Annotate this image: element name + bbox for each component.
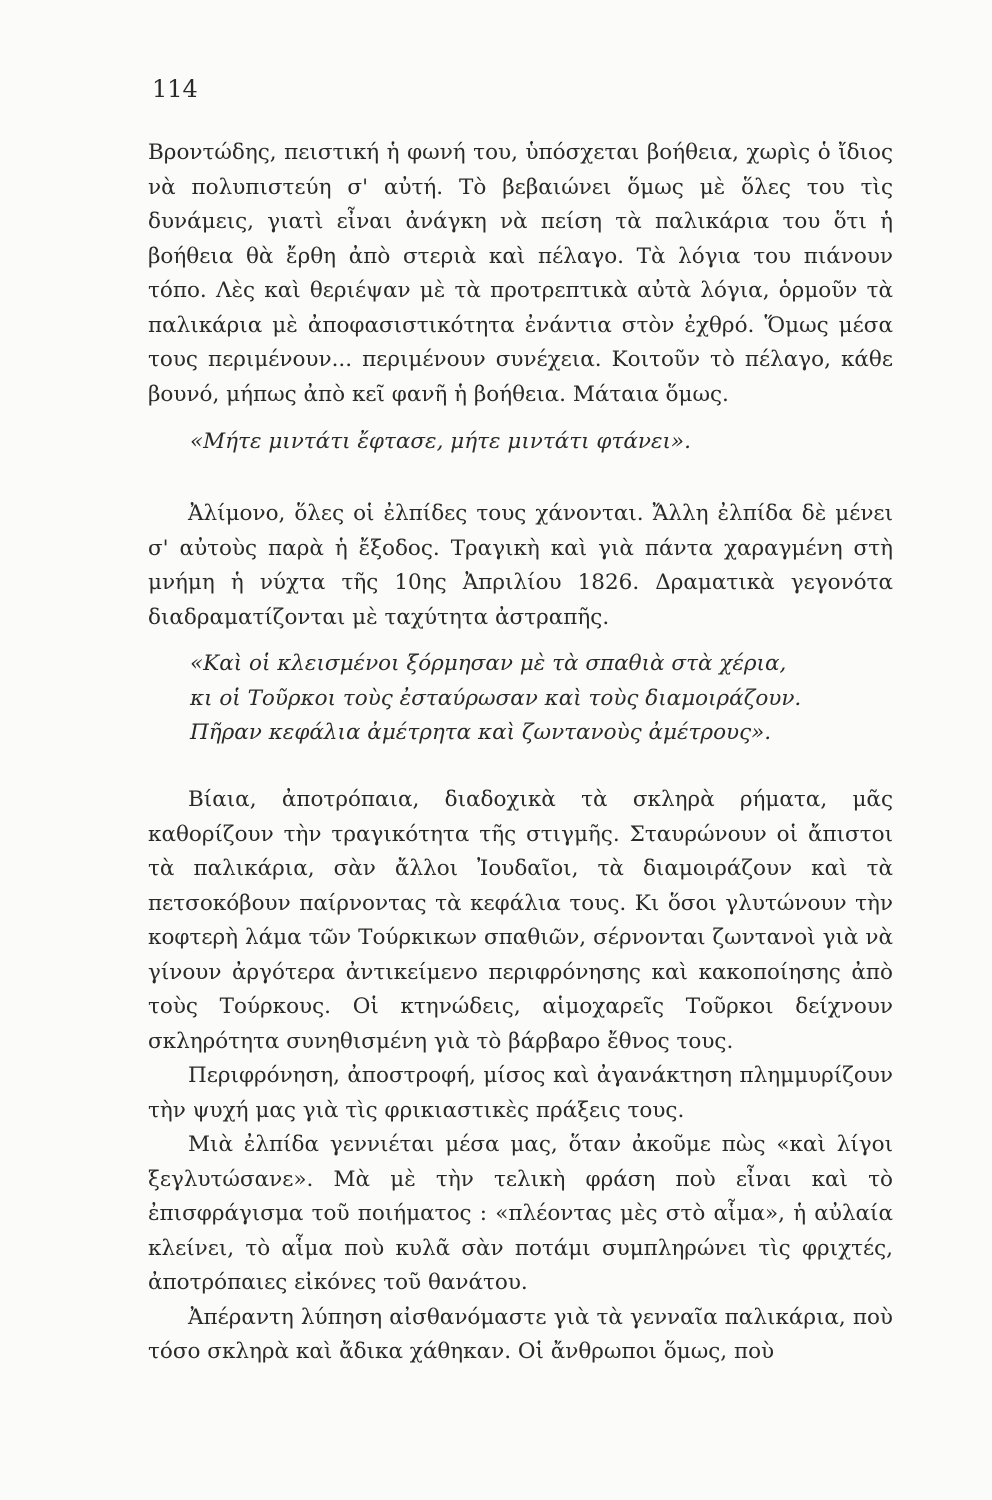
- verse-line: «Καὶ οἱ κλεισμένοι ξόρμησαν μὲ τὰ σπαθιὰ στὰ χέρια,: [190, 651, 787, 676]
- verse-quote-2: [190, 647, 935, 751]
- paragraph-5: Μιὰ ἐλπίδα γεννιέται μέσα μας, ὅταν ἀκοῦμε πὼς «καὶ λίγοι ξεγλυτώσανε». Μὰ μὲ τὴν τελικὴ φράση ποὺ εἶναι καὶ τὸ ἐπισφράγισμα τοῦ ποιήματος : «πλέοντας μὲς στὸ αἷμα», ἡ αὐλαία κλείνει, τὸ αἷμα ποὺ κυλᾶ σὰν ποτάμι συμπληρώνει τὶς φριχτές, ἀποτρόπαιες εἰκόνες τοῦ θανάτου.: [148, 1132, 893, 1295]
- verse-line: «Μήτε μιντάτι ἔφτασε, μήτε μιντάτι φτάνει».: [190, 429, 691, 454]
- paragraph-3: Βίαια, ἀποτρόπαια, διαδοχικὰ τὰ σκληρὰ ρήματα, μᾶς καθορίζουν τὴν τραγικότητα τῆς στιγμῆς. Σταυρώνουν οἱ ἄπιστοι τὰ παλικάρια, σὰν ἄλλοι Ἰουδαῖοι, τὰ διαμοιράζουν καὶ τὰ πετσοκόβουν παίρνοντας τὰ κεφάλια τους. Κι ὅσοι γλυτώνουν τὴν κοφτερὴ λάμα τῶν Τούρκικων σπαθιῶν, σέρνονται ζωντανοὶ γιὰ νὰ γίνουν ἀργότερα ἀντικείμενο περιφρόνησης καὶ κακοποίησης ἀπὸ τοὺς Τούρκους. Οἱ κτηνώδεις, αἱμοχαρεῖς Τοῦρκοι δείχνουν σκληρότητα συνηθισμένη γιὰ τὸ βάρβαρο ἔθνος τους.: [148, 787, 893, 1054]
- paragraph-4: Περιφρόνηση, ἀποστροφή, μίσος καὶ ἀγανάκτηση πλημμυρίζουν τὴν ψυχή μας γιὰ τὶς φρικιαστικὲς πράξεις τους.: [148, 1063, 893, 1123]
- paragraph-1: Βροντώδης, πειστική ἡ φωνή του, ὑπόσχεται βοήθεια, χωρὶς ὁ ἴδιος νὰ πολυπιστεύη σ' αὐτή. Τὸ βεβαιώνει ὅμως μὲ ὅλες του τὶς δυνάμεις, γιατὶ εἶναι ἀνάγκη νὰ πείση τὰ παλικάρια του ὅτι ἡ βοήθεια θὰ ἔρθη ἀπὸ στεριὰ καὶ πέλαγο. Τὰ λόγια του πιάνουν τόπο. Λὲς καὶ θεριέψαν μὲ τὰ προτρεπτικὰ αὐτὰ λόγια, ὁρμοῦν τὰ παλικάρια μὲ ἀποφασιστικότητα ἐνάντια στὸν ἐχθρό. Ὅμως μέσα τους περιμένουν... περιμένουν συνέχεια. Κοιτοῦν τὸ πέλαγο, κάθε βουνό, μήπως ἀπὸ κεῖ φανῆ ἡ βοήθεια. Μάταια ὅμως.: [148, 140, 893, 407]
- paragraph-group-1: [148, 136, 893, 412]
- page-number: 114: [152, 75, 198, 103]
- paragraph-group-2: [148, 497, 893, 635]
- paragraph-2: Ἀλίμονο, ὅλες οἱ ἐλπίδες τους χάνονται. Ἄλλη ἐλπίδα δὲ μένει σ' αὐτοὺς παρὰ ἡ ἔξοδος. Τραγικὴ καὶ γιὰ πάντα χαραγμένη στὴ μνήμη ἡ νύχτα τῆς 10ης Ἀπριλίου 1826. Δραματικὰ γεγονότα διαδραματίζονται μὲ ταχύτητα ἀστραπῆς.: [148, 501, 893, 630]
- paragraph-group-3: [148, 783, 893, 1370]
- paragraph-6: Ἀπέραντη λύπηση αἰσθανόμαστε γιὰ τὰ γενναῖα παλικάρια, ποὺ τόσο σκληρὰ καὶ ἄδικα χάθηκαν. Οἱ ἄνθρωποι ὅμως, ποὺ: [148, 1304, 893, 1364]
- verse-quote-1: [190, 425, 935, 460]
- verse-line: Πῆραν κεφάλια ἀμέτρητα καὶ ζωντανοὺς ἀμέτρους».: [190, 720, 772, 745]
- verse-line: κι οἱ Τοῦρκοι τοὺς ἐσταύρωσαν καὶ τοὺς διαμοιράζουν.: [190, 685, 802, 711]
